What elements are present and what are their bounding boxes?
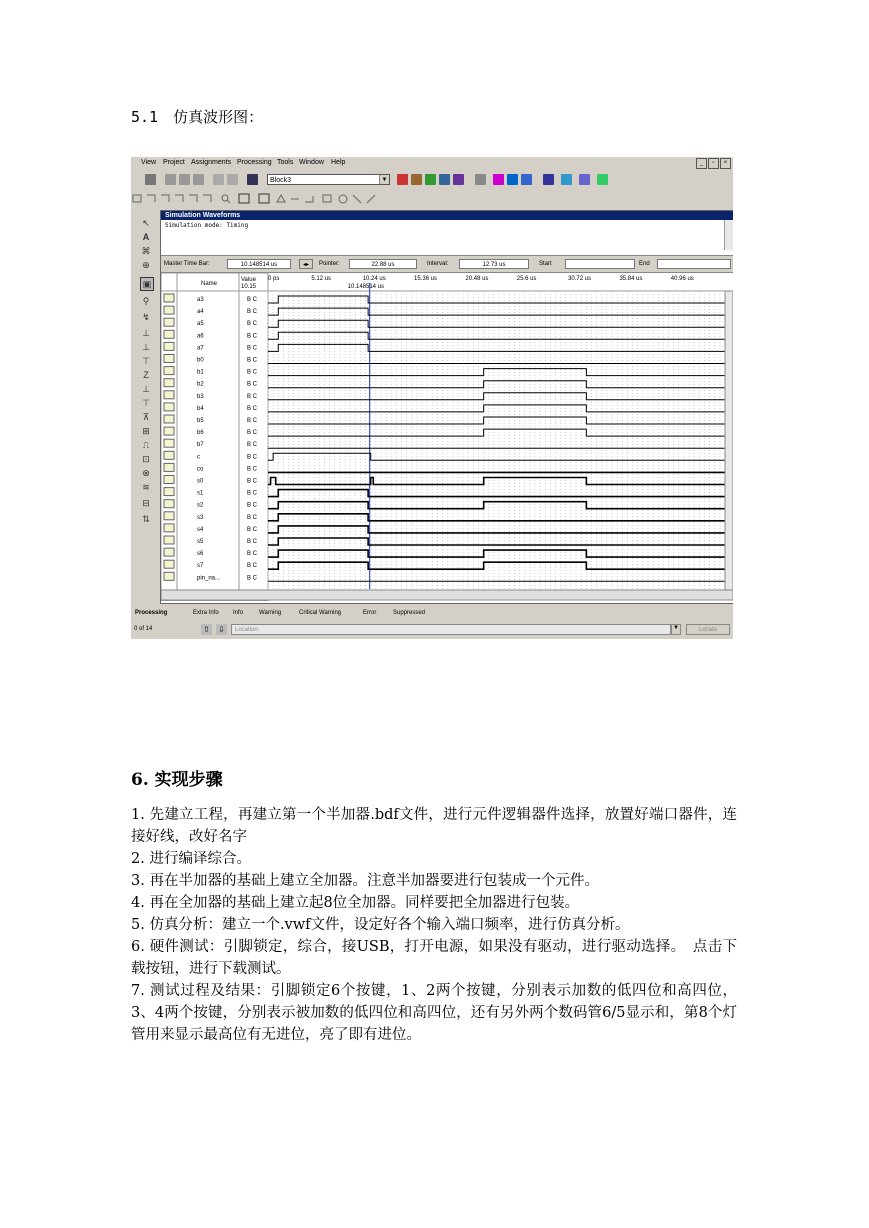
start-label: Start <box>539 261 552 267</box>
assignment-icon[interactable] <box>579 174 590 185</box>
signal-name: s6 <box>197 551 204 558</box>
signal-name: b3 <box>197 393 204 400</box>
fitter-icon[interactable] <box>453 174 464 185</box>
tab-info[interactable]: Info <box>233 610 244 616</box>
text-tool-icon[interactable]: A <box>142 232 150 242</box>
menu-bar <box>131 157 733 170</box>
sim-top-scrollbar[interactable] <box>724 220 733 250</box>
signal-type-icon <box>164 524 174 532</box>
signal-type-icon <box>164 403 174 411</box>
menu-help[interactable]: Help <box>331 159 346 166</box>
signal-type-icon <box>164 476 174 484</box>
signal-value: B C <box>247 405 258 412</box>
arbitrary-value-icon[interactable]: ⊡ <box>142 454 150 464</box>
signal-value: B C <box>247 478 258 485</box>
signal-name: b7 <box>197 442 204 449</box>
signal-name: b4 <box>197 405 204 412</box>
name-header: Name <box>201 281 218 287</box>
time-arrows-icon[interactable]: ◂▸ <box>299 259 313 269</box>
pointer-value: 22.88 us <box>349 259 417 269</box>
step-2: 2. 进行编译综合。 <box>131 851 251 867</box>
master-time-value[interactable]: 10.148514 us <box>227 259 291 269</box>
time-bar <box>161 255 733 273</box>
section-heading-5-1: 5.1 仿真波形图： <box>131 108 264 126</box>
redo-icon[interactable] <box>227 174 238 185</box>
step-1: 1. 先建立工程，再建立第一个半加器.bdf文件，进行元件逻辑器件选择，放置好端口器件，连接好线，改好名字 <box>131 807 737 845</box>
signal-value: B C <box>247 539 258 545</box>
waveform-trace <box>268 381 725 388</box>
waveform-trace <box>268 393 725 400</box>
find-icon[interactable]: ⚲ <box>142 296 150 306</box>
signal-name: c <box>197 454 200 461</box>
time-tick-label: 35.84 us <box>619 276 643 282</box>
print-icon[interactable] <box>145 174 156 185</box>
signal-name: b1 <box>197 369 204 376</box>
signal-name: b0 <box>197 357 204 364</box>
signal-value: B C <box>247 502 258 509</box>
waveform-trace <box>268 562 725 569</box>
signal-value: B C <box>247 442 258 449</box>
signal-type-icon <box>164 367 174 375</box>
chip-planner-icon[interactable] <box>561 174 572 185</box>
close-icon[interactable]: × <box>720 158 731 169</box>
signal-value: B C <box>247 345 258 352</box>
signal-type-icon <box>164 512 174 520</box>
pointer-tool-icon[interactable]: ↖ <box>142 218 150 228</box>
signal-value: B C <box>247 309 258 316</box>
pencil-icon[interactable] <box>411 174 422 185</box>
chevron-down-icon[interactable]: ▼ <box>379 175 389 184</box>
signal-name: s1 <box>197 490 204 497</box>
signal-type-icon <box>164 318 174 326</box>
signal-type-icon <box>164 439 174 447</box>
value-header-line1: Value <box>241 277 256 283</box>
signal-value: B C <box>247 490 258 497</box>
signal-name: s3 <box>197 514 204 521</box>
step-3: 3. 再在半加器的基础上建立全加器。注意半加器要进行包装成一个元件。 <box>131 873 599 889</box>
waveform-trace <box>268 538 725 545</box>
signal-name: co <box>197 466 204 473</box>
menu-processing[interactable]: Processing <box>237 159 272 166</box>
sort-icon[interactable]: ⇅ <box>142 514 150 524</box>
waveform-trace <box>268 550 725 557</box>
signal-name: s2 <box>197 502 204 509</box>
waveform-trace <box>268 417 725 424</box>
locate-button[interactable]: Locate <box>686 624 730 635</box>
forcing-low-icon[interactable]: ⊥ <box>142 342 150 352</box>
zoom-tool-icon[interactable]: ⊕ <box>142 260 150 270</box>
signal-type-icon <box>164 548 174 556</box>
copy-icon[interactable] <box>179 174 190 185</box>
waveform-trace <box>268 478 725 485</box>
overwrite-icon[interactable]: ≋ <box>142 482 150 492</box>
signal-name: a3 <box>197 297 204 303</box>
toolbar-main <box>131 171 733 189</box>
left-toolbar <box>136 215 158 605</box>
signal-value: B C <box>247 466 258 473</box>
simulate-icon[interactable] <box>521 174 532 185</box>
report-icon[interactable] <box>475 174 486 185</box>
step-7: 7. 测试过程及结果：引脚锁定6个按键，1、2两个按键，分别表示加数的低四位和高四位，3、4两个按键，分别表示被加数的低四位和高四位，还有另外两个数码管6/5显示和，第8个灯管用来显示最高位有无进位，亮了即有进位。 <box>131 983 737 1043</box>
cut-icon[interactable] <box>165 174 176 185</box>
sim-window-title: Simulation Waveforms <box>161 211 733 220</box>
signal-value: B C <box>247 454 258 461</box>
menu-project[interactable]: Project <box>163 159 185 166</box>
signal-type-icon <box>164 330 174 338</box>
count-value-icon[interactable]: ⊞ <box>142 426 150 436</box>
waveform-trace <box>268 320 725 327</box>
invert-icon[interactable]: ⊼ <box>142 412 150 422</box>
tab-critical-warning[interactable]: Critical Warning <box>299 610 342 616</box>
cursor-label: 10.148514 us <box>347 284 385 290</box>
replace-icon[interactable]: ↯ <box>142 312 150 322</box>
signal-name: a5 <box>197 321 204 328</box>
time-tick-label: 5.12 us <box>311 276 332 282</box>
random-value-icon[interactable]: ⊗ <box>142 468 150 478</box>
waveform-trace <box>268 502 725 509</box>
signal-value: B C <box>247 369 258 376</box>
signal-type-icon <box>164 306 174 314</box>
signal-type-icon <box>164 355 174 363</box>
settings-icon[interactable] <box>397 174 408 185</box>
tab-extra-info[interactable]: Extra Info <box>193 610 219 616</box>
quartus-screenshot <box>131 157 733 639</box>
waveform-edit-icon[interactable]: ⌘ <box>141 246 151 256</box>
time-tick-label: 15.36 us <box>414 276 438 282</box>
signal-value: B C <box>247 526 258 533</box>
signal-type-icon <box>164 560 174 568</box>
waveform-trace <box>268 296 725 303</box>
time-tick-label: 30.72 us <box>568 276 592 282</box>
messages-area <box>131 607 733 639</box>
simulation-waveforms-window <box>160 210 733 604</box>
fullscreen-icon[interactable]: ▣ <box>140 277 154 291</box>
signal-type-icon <box>164 463 174 471</box>
tab-error[interactable]: Error <box>363 610 377 616</box>
waveform-trace <box>268 514 725 521</box>
location-dropdown-icon[interactable]: ▼ <box>671 624 681 635</box>
interval-label: Interval: <box>427 261 449 267</box>
rtl-icon[interactable] <box>543 174 554 185</box>
analysis-icon[interactable] <box>439 174 450 185</box>
signal-value: B C <box>247 514 258 521</box>
forcing-high-icon[interactable]: ⊤ <box>142 356 150 366</box>
waveform-trace <box>268 526 725 533</box>
restore-icon[interactable]: ▫ <box>708 158 719 169</box>
signal-value: B C <box>247 430 258 437</box>
signal-value: B C <box>247 333 258 340</box>
end-value[interactable] <box>657 259 731 269</box>
weak-low-icon[interactable]: ⊥ <box>142 384 150 394</box>
step-5: 5. 仿真分析：建立一个.vwf文件，设定好各个输入端口频率，进行仿真分析。 <box>131 917 630 933</box>
signal-value: B C <box>247 563 258 570</box>
menu-tools[interactable]: Tools <box>277 159 294 166</box>
weak-high-icon[interactable]: ⊤ <box>142 398 150 408</box>
programmer-icon[interactable] <box>597 174 608 185</box>
waveform-trace <box>268 490 725 497</box>
paste-icon[interactable] <box>193 174 204 185</box>
location-field[interactable]: Location: <box>231 624 671 635</box>
start-icon[interactable] <box>493 174 504 185</box>
compile-icon[interactable] <box>425 174 436 185</box>
signal-type-icon <box>164 572 174 580</box>
vertical-scrollbar <box>725 291 733 590</box>
waveform-grid[interactable] <box>161 273 733 601</box>
pointer-label: Pointer: <box>319 261 340 267</box>
time-tick-label: 0 ps <box>268 276 280 282</box>
signal-name: s4 <box>197 526 204 533</box>
signal-value: B C <box>247 321 258 328</box>
signal-name: b2 <box>197 381 204 388</box>
interval-value: 12.73 us <box>459 259 529 269</box>
end-label: End <box>639 261 650 267</box>
time-tick-label: 40.96 us <box>670 276 694 282</box>
horizontal-scrollbar <box>161 590 733 600</box>
block-select-value: Block3 <box>270 177 292 184</box>
waveform-trace <box>268 429 725 436</box>
signal-type-icon <box>164 427 174 435</box>
signal-name: s5 <box>197 539 204 545</box>
waveform-trace <box>268 308 725 315</box>
signal-value: B C <box>247 297 258 303</box>
waveform-trace <box>268 344 725 351</box>
toolbar-waveform <box>131 190 733 208</box>
tab-suppressed[interactable]: Suppressed <box>393 610 426 616</box>
signal-type-icon <box>164 391 174 399</box>
minimize-icon[interactable]: _ <box>696 158 707 169</box>
menu-view[interactable]: View <box>141 159 157 166</box>
menu-window[interactable]: Window <box>299 159 324 166</box>
step-6: 6. 硬件测试：引脚锁定，综合，接USB，打开电源，如果没有驱动，进行驱动选择。 点击下载按钮，进行下载测试。 <box>131 939 737 977</box>
signal-type-icon <box>164 342 174 350</box>
arrow-down-icon[interactable]: ⇩ <box>216 624 227 635</box>
signal-type-icon <box>164 415 174 423</box>
signal-type-icon <box>164 451 174 459</box>
group-icon[interactable]: ⊟ <box>142 498 150 508</box>
tab-processing[interactable]: Processing <box>135 610 168 616</box>
signal-type-icon <box>164 379 174 387</box>
high-impedance-icon[interactable]: Ζ <box>143 370 149 380</box>
signal-value: B C <box>247 381 258 388</box>
signal-name: b6 <box>197 430 204 437</box>
waveform-tools-icons <box>131 190 411 208</box>
signal-value: B C <box>247 418 258 424</box>
tab-warning[interactable]: Warning <box>259 610 282 616</box>
start-value[interactable] <box>565 259 635 269</box>
status-bar <box>131 623 733 637</box>
time-tick-label: 25.6 us <box>516 276 537 282</box>
waveform-trace <box>268 369 725 376</box>
waveform-trace <box>268 453 725 460</box>
time-tick-label: 10.24 us <box>362 276 386 282</box>
status-count: 0 of 14 <box>134 626 153 632</box>
time-tick-label: 20.48 us <box>465 276 489 282</box>
signal-name: s7 <box>197 563 204 570</box>
master-time-label: Master Time Bar: <box>164 261 210 267</box>
message-tabs <box>131 609 461 619</box>
signal-value: B C <box>247 393 258 400</box>
timing-icon[interactable] <box>507 174 518 185</box>
waveform-trace <box>268 332 725 339</box>
help-cursor-icon[interactable] <box>247 174 258 185</box>
signal-type-icon <box>164 488 174 496</box>
signal-value: B C <box>247 575 258 582</box>
signal-name: a6 <box>197 333 204 340</box>
steps-list <box>131 804 737 1046</box>
signal-name: a7 <box>197 345 204 352</box>
step-4: 4. 再在全加器的基础上建立起8位全加器。同样要把全加器进行包装。 <box>131 895 580 911</box>
section-heading-6: 6. 实现步骤 <box>131 770 223 790</box>
value-header-line2: 10.15 <box>241 284 257 290</box>
signal-type-icon <box>164 500 174 508</box>
signal-value: B C <box>247 551 258 558</box>
signal-name: pin_na... <box>197 575 221 582</box>
clock-icon[interactable]: ⎍ <box>142 440 150 450</box>
menu-assignments[interactable]: Assignments <box>191 159 232 166</box>
signal-name: a4 <box>197 309 204 316</box>
arrow-up-icon[interactable]: ⇧ <box>201 624 212 635</box>
undo-icon[interactable] <box>213 174 224 185</box>
signal-type-icon <box>164 294 174 302</box>
signal-name: b5 <box>197 418 204 424</box>
window-buttons <box>696 158 731 169</box>
signal-name: s0 <box>197 478 204 485</box>
block-select[interactable] <box>267 174 390 185</box>
uninitialized-icon[interactable]: ⊥ <box>142 328 150 338</box>
waveform-trace <box>268 405 725 412</box>
signal-value: B C <box>247 357 258 364</box>
sim-mode-text: Simulation mode: Timing <box>161 220 725 250</box>
signal-type-icon <box>164 536 174 544</box>
